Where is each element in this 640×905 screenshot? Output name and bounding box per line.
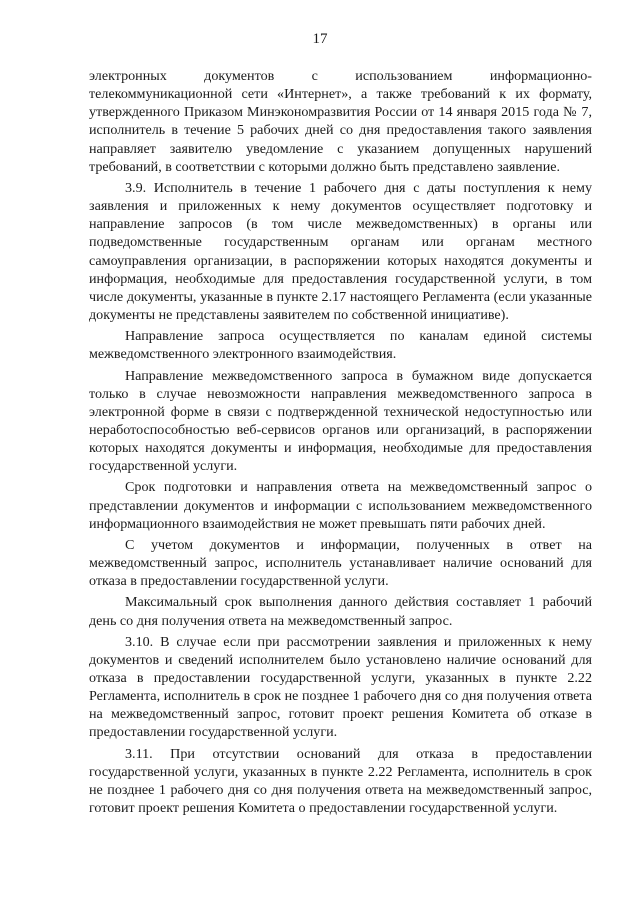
paragraph-request-channel: Направление запроса осуществляется по каналам единой системы межведомственного электронного взаимодействия.	[89, 328, 592, 363]
paragraph-refusal-grounds: С учетом документов и информации, полученных в ответ на межведомственный запрос, исполнитель устанавливает наличие оснований для отказа в предоставлении государственной услуги.	[89, 536, 592, 590]
paragraph-3-11: 3.11. При отсутствии оснований для отказа в предоставлении государственной услуги, указанных в пункте 2.22 Регламента, исполнитель в срок не позднее 1 рабочего дня со дня получения ответа на межведомственный запрос, готовит проект решения Комитета о предоставлении государственной услуги.	[89, 745, 592, 817]
page-number: 17	[312, 31, 328, 47]
document-body	[89, 67, 592, 820]
paragraph-3-9: 3.9. Исполнитель в течение 1 рабочего дня с даты поступления к нему заявления и приложенных к нему документов осуществляет подготовку и направление запросов (в том числе межведомственных) в органы или подведомственные государственным органам или органам местного самоуправления организации, в распоряжении которых находятся документы и информация, необходимые для предоставления государственной услуги, в том числе документы, указанные в пункте 2.17 настоящего Регламента (если указанные документы не представлены заявителем по собственной инициативе).	[89, 179, 592, 324]
paragraph-max-duration: Максимальный срок выполнения данного действия составляет 1 рабочий день со дня получения ответа на межведомственный запрос.	[89, 594, 592, 629]
paragraph-continuation: электронных документов с использованием информационно-телекоммуникационной сети «Интернет», а также требований к их формату, утвержденного Приказом Минэкономразвития России от 14 января 2015 года № 7, исполнитель в течение 5 рабочих дней со дня предоставления такого заявления направляет заявителю уведомление с указанием допущенных нарушений требований, в соответствии с которыми должно быть представлено заявление.	[89, 68, 592, 175]
paragraph-response-deadline: Срок подготовки и направления ответа на межведомственный запрос о представлении документов и информации с использованием межведомственного информационного взаимодействия не может превышать пяти рабочих дней.	[89, 479, 592, 532]
paragraph-3-10: 3.10. В случае если при рассмотрении заявления и приложенных к нему документов и сведений исполнителем было установлено наличие оснований для отказа в предоставлении государственной услуги, указанных в пункте 2.22 Регламента, исполнитель в срок не позднее 1 рабочего дня со дня получения ответа на межведомственный запрос, готовит проект решения Комитета об отказе в предоставлении государственной услуги.	[89, 633, 592, 741]
paragraph-paper-request: Направление межведомственного запроса в бумажном виде допускается только в случае невозможности направления межведомственного запроса в электронной форме в связи с подтвержденной технической недоступностью или неработоспособностью веб-сервисов органов или организаций, в распоряжении которых находятся документы и информация, необходимые для предоставления государственной услуги.	[89, 367, 592, 475]
